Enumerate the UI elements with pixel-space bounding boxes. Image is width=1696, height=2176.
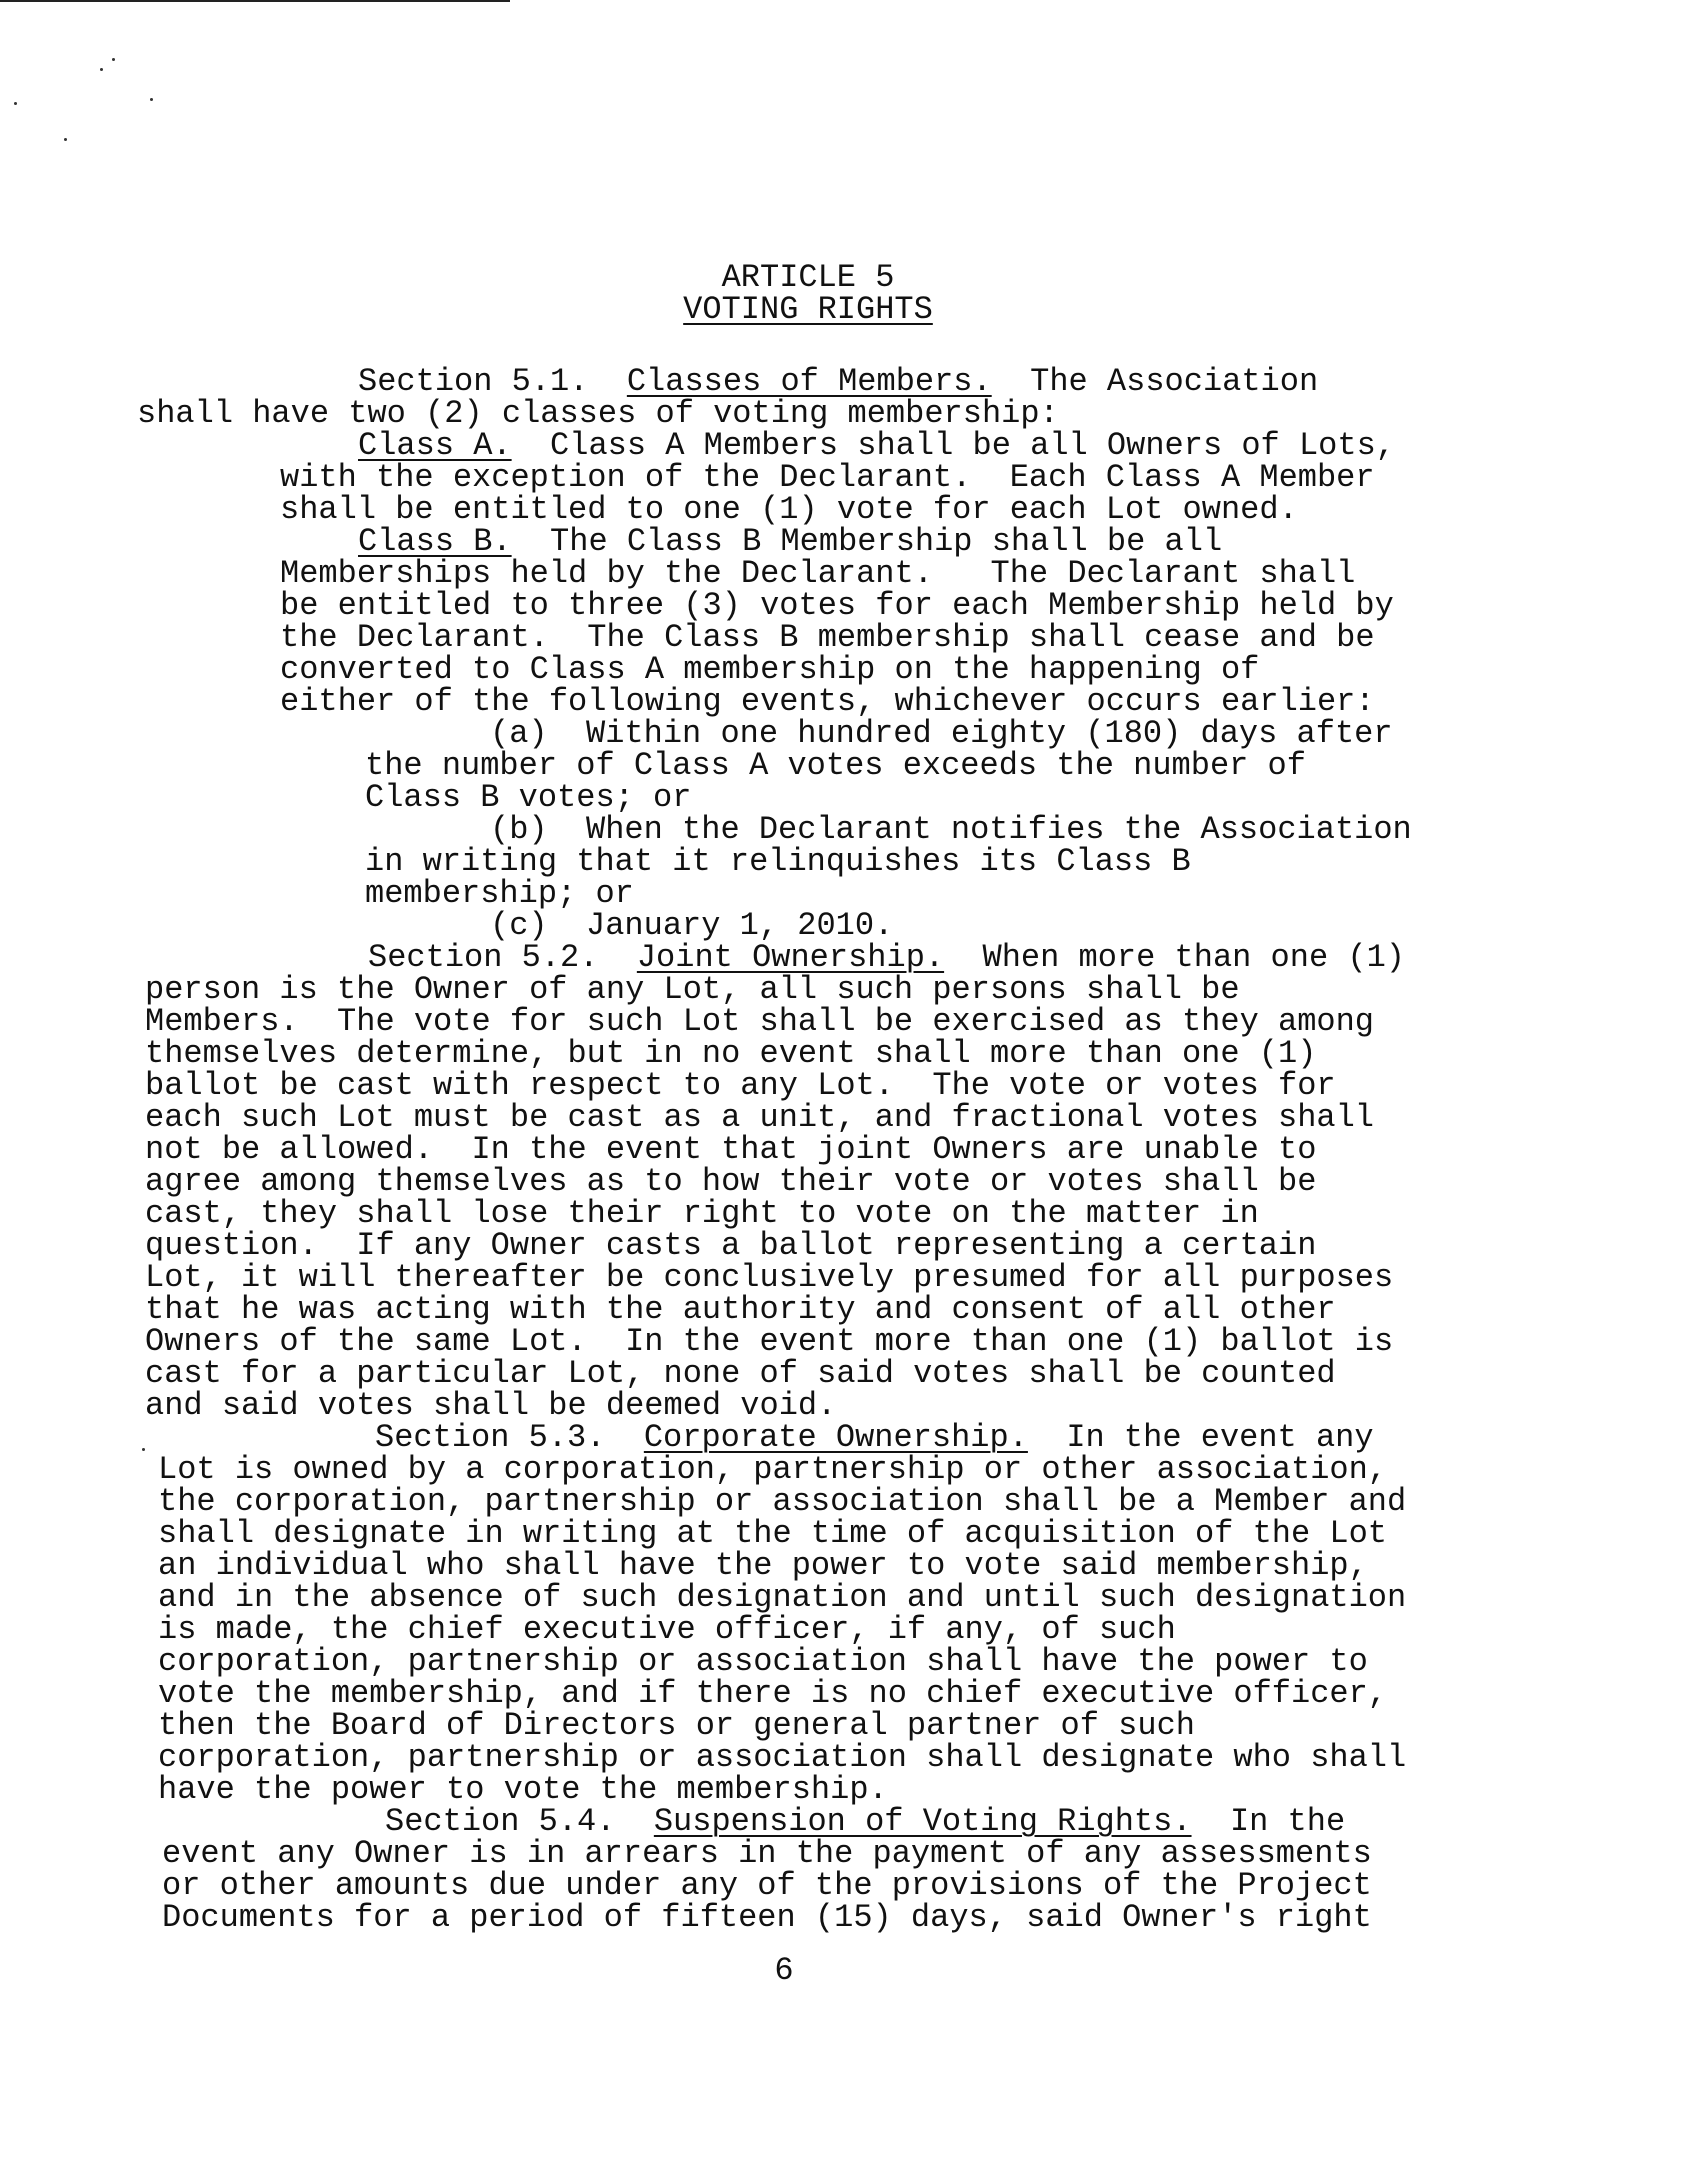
text-run: corporation, partnership or association shall have the power to bbox=[158, 1643, 1368, 1680]
section-heading-underlined: Corporate Ownership. bbox=[643, 1419, 1028, 1456]
text-line bbox=[358, 363, 1319, 400]
text-run: event any Owner is in arrears in the payment of any assessments bbox=[162, 1835, 1372, 1872]
text-line bbox=[145, 1131, 1317, 1168]
text-run: When more than one (1) bbox=[944, 939, 1405, 976]
text-run: (a) Within one hundred eighty (180) days after bbox=[490, 715, 1393, 752]
text-run: shall be entitled to one (1) vote for each Lot owned. bbox=[280, 491, 1298, 528]
text-line bbox=[280, 619, 1375, 656]
text-run: not be allowed. In the event that joint Owners are unable to bbox=[145, 1131, 1317, 1168]
text-run: (c) January 1, 2010. bbox=[490, 907, 894, 944]
section-heading-underlined: Joint Ownership. bbox=[636, 939, 945, 976]
text-run: shall have two (2) classes of voting membership: bbox=[137, 395, 1059, 432]
text-line bbox=[490, 715, 1393, 752]
text-line bbox=[490, 811, 1412, 848]
text-run: and in the absence of such designation and until such designation bbox=[158, 1579, 1407, 1616]
text-run: Members. The vote for such Lot shall be exercised as they among bbox=[145, 1003, 1374, 1040]
text-run: question. If any Owner casts a ballot representing a certain bbox=[145, 1227, 1317, 1264]
scan-speck bbox=[100, 68, 103, 71]
text-run: Lot, it will thereafter be conclusively presumed for all purposes bbox=[145, 1259, 1394, 1296]
text-run: or other amounts due under any of the provisions of the Project bbox=[162, 1867, 1372, 1904]
text-line bbox=[158, 1515, 1387, 1552]
text-line bbox=[158, 1547, 1368, 1584]
text-run: In the bbox=[1191, 1803, 1346, 1840]
text-line bbox=[145, 1291, 1336, 1328]
text-line bbox=[145, 1387, 837, 1424]
text-line bbox=[365, 779, 692, 816]
scan-speck bbox=[14, 102, 17, 105]
page-number: 6 bbox=[774, 1952, 794, 1989]
text-run: an individual who shall have the power to vote said membership, bbox=[158, 1547, 1368, 1584]
text-line bbox=[145, 971, 1240, 1008]
text-line bbox=[162, 1899, 1372, 1936]
text-line bbox=[280, 555, 1356, 592]
text-line bbox=[145, 1035, 1317, 1072]
text-run: is made, the chief executive officer, if any, of such bbox=[158, 1611, 1176, 1648]
text-line bbox=[280, 491, 1298, 528]
text-line bbox=[365, 875, 634, 912]
text-line bbox=[145, 1227, 1317, 1264]
text-line bbox=[158, 1707, 1195, 1744]
text-run: Section 5.2. bbox=[368, 939, 637, 976]
text-run: corporation, partnership or association shall designate who shall bbox=[158, 1739, 1407, 1776]
text-run: Lot is owned by a corporation, partnership or other association, bbox=[158, 1451, 1387, 1488]
text-run: agree among themselves as to how their vote or votes shall be bbox=[145, 1163, 1317, 1200]
text-run: (b) When the Declarant notifies the Association bbox=[490, 811, 1412, 848]
text-run: the Declarant. The Class B membership shall cease and be bbox=[280, 619, 1375, 656]
scan-top-rule bbox=[0, 0, 510, 2]
text-line bbox=[145, 1163, 1317, 1200]
text-run: each such Lot must be cast as a unit, and fractional votes shall bbox=[145, 1099, 1374, 1136]
text-run: the corporation, partnership or association shall be a Member and bbox=[158, 1483, 1407, 1520]
text-line bbox=[385, 1803, 1346, 1840]
text-run: and said votes shall be deemed void. bbox=[145, 1387, 837, 1424]
text-run: cast for a particular Lot, none of said votes shall be counted bbox=[145, 1355, 1336, 1392]
text-line bbox=[280, 587, 1394, 624]
text-line bbox=[137, 395, 1059, 432]
text-line bbox=[280, 459, 1375, 496]
text-run: either of the following events, whichever occurs earlier: bbox=[280, 683, 1375, 720]
text-run: Memberships held by the Declarant. The Declarant shall bbox=[280, 555, 1356, 592]
text-run: the number of Class A votes exceeds the number of bbox=[365, 747, 1306, 784]
text-line bbox=[145, 1355, 1336, 1392]
text-line bbox=[145, 1099, 1374, 1136]
scan-speck bbox=[142, 1448, 145, 1451]
section-heading-underlined: Classes of Members. bbox=[626, 363, 992, 400]
text-run: be entitled to three (3) votes for each Membership held by bbox=[280, 587, 1394, 624]
text-line bbox=[375, 1419, 1374, 1456]
text-run: Documents for a period of fifteen (15) days, said Owner's right bbox=[162, 1899, 1372, 1936]
text-run: have the power to vote the membership. bbox=[158, 1771, 888, 1808]
text-run: then the Board of Directors or general partner of such bbox=[158, 1707, 1195, 1744]
article-subtitle bbox=[0, 291, 1656, 328]
text-line bbox=[365, 747, 1306, 784]
text-run: cast, they shall lose their right to vote on the matter in bbox=[145, 1195, 1259, 1232]
text-line bbox=[158, 1451, 1387, 1488]
text-line bbox=[162, 1835, 1372, 1872]
text-run: in writing that it relinquishes its Class B bbox=[365, 843, 1191, 880]
text-run: In the event any bbox=[1027, 1419, 1374, 1456]
text-line bbox=[158, 1771, 888, 1808]
text-line bbox=[358, 427, 1395, 464]
text-line bbox=[490, 907, 894, 944]
text-line bbox=[158, 1579, 1407, 1616]
text-line bbox=[162, 1867, 1372, 1904]
scan-speck bbox=[112, 58, 115, 61]
text-run: with the exception of the Declarant. Each Class A Member bbox=[280, 459, 1375, 496]
text-run: converted to Class A membership on the happening of bbox=[280, 651, 1260, 688]
text-line bbox=[158, 1643, 1368, 1680]
text-run: themselves determine, but in no event shall more than one (1) bbox=[145, 1035, 1317, 1072]
text-line bbox=[145, 1259, 1394, 1296]
text-run: membership; or bbox=[365, 875, 634, 912]
text-run: that he was acting with the authority and consent of all other bbox=[145, 1291, 1336, 1328]
text-line bbox=[145, 1003, 1374, 1040]
text-line bbox=[158, 1675, 1387, 1712]
text-line bbox=[158, 1483, 1407, 1520]
text-run: Owners of the same Lot. In the event more than one (1) ballot is bbox=[145, 1323, 1394, 1360]
text-run: The Association bbox=[991, 363, 1319, 400]
section-heading-underlined: Class B. bbox=[358, 523, 512, 560]
text-line bbox=[158, 1611, 1176, 1648]
scan-speck bbox=[150, 98, 153, 101]
text-line bbox=[158, 1739, 1407, 1776]
text-run: Class B votes; or bbox=[365, 779, 692, 816]
text-run: shall designate in writing at the time of acquisition of the Lot bbox=[158, 1515, 1387, 1552]
text-line bbox=[358, 523, 1223, 560]
text-run: Class A Members shall be all Owners of Lots, bbox=[511, 427, 1395, 464]
text-run: Section 5.3. bbox=[375, 1419, 644, 1456]
article-title: ARTICLE 5 bbox=[721, 259, 895, 296]
text-run: The Class B Membership shall be all bbox=[511, 523, 1223, 560]
text-line bbox=[145, 1067, 1336, 1104]
section-heading-underlined: Class A. bbox=[358, 427, 512, 464]
text-run: Section 5.4. bbox=[385, 1803, 654, 1840]
text-line bbox=[280, 683, 1375, 720]
scan-speck bbox=[64, 138, 67, 141]
text-line bbox=[365, 843, 1191, 880]
section-heading-underlined: Suspension of Voting Rights. bbox=[653, 1803, 1192, 1840]
article-subtitle-text: VOTING RIGHTS bbox=[683, 291, 933, 328]
text-line bbox=[145, 1195, 1259, 1232]
text-run: ballot be cast with respect to any Lot. The vote or votes for bbox=[145, 1067, 1336, 1104]
text-run: Section 5.1. bbox=[358, 363, 627, 400]
text-run: person is the Owner of any Lot, all such persons shall be bbox=[145, 971, 1240, 1008]
text-line bbox=[368, 939, 1405, 976]
text-line bbox=[280, 651, 1260, 688]
text-line bbox=[145, 1323, 1394, 1360]
text-run: vote the membership, and if there is no chief executive officer, bbox=[158, 1675, 1387, 1712]
